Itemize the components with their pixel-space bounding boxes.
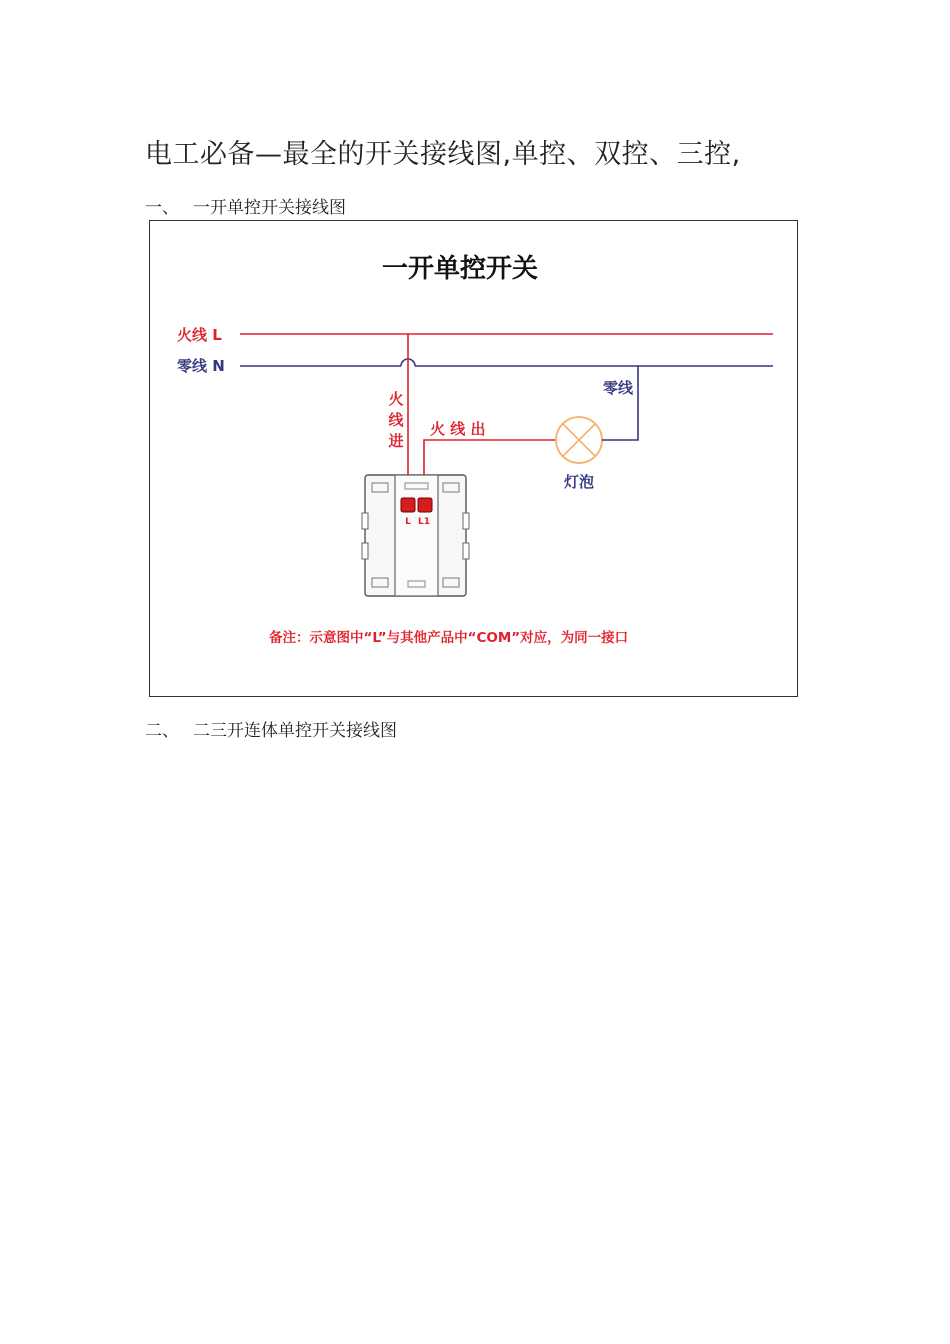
live-in-label-1: 火: [388, 390, 404, 408]
live-in-label-2: 线: [388, 411, 404, 429]
live-in-label-3: 进: [388, 432, 404, 450]
neutral-line-label: 零线 N: [177, 357, 225, 375]
bulb-label: 灯泡: [563, 473, 595, 491]
diagram-note: 备注：示意图中“L”与其他产品中“COM”对应，为同一接口: [269, 630, 629, 646]
live-line-label: 火线 L: [177, 326, 222, 344]
terminal-l1: [418, 498, 432, 512]
neutral-return-label: 零线: [602, 379, 634, 397]
section-title: 一开单控开关接线图: [193, 198, 346, 218]
single-switch-wiring-diagram: [149, 220, 798, 697]
terminal-l: [401, 498, 415, 512]
section-title: 二三开连体单控开关接线图: [193, 721, 397, 741]
section-heading-1: [145, 193, 346, 218]
neutral-return-wire: [602, 366, 638, 440]
document-title: 电工必备—最全的开关接线图,单控、双控、三控,: [145, 139, 741, 170]
diagram-title: 一开单控开关: [381, 254, 539, 284]
terminal-l-label: L: [405, 517, 411, 527]
terminal-l1-label: L1: [418, 517, 430, 527]
section-number: 二、: [145, 721, 179, 741]
switch-module: [362, 475, 469, 596]
section-heading-2: [145, 716, 397, 741]
live-out-label: 火 线 出: [430, 420, 486, 438]
section-number: 一、: [145, 198, 179, 218]
